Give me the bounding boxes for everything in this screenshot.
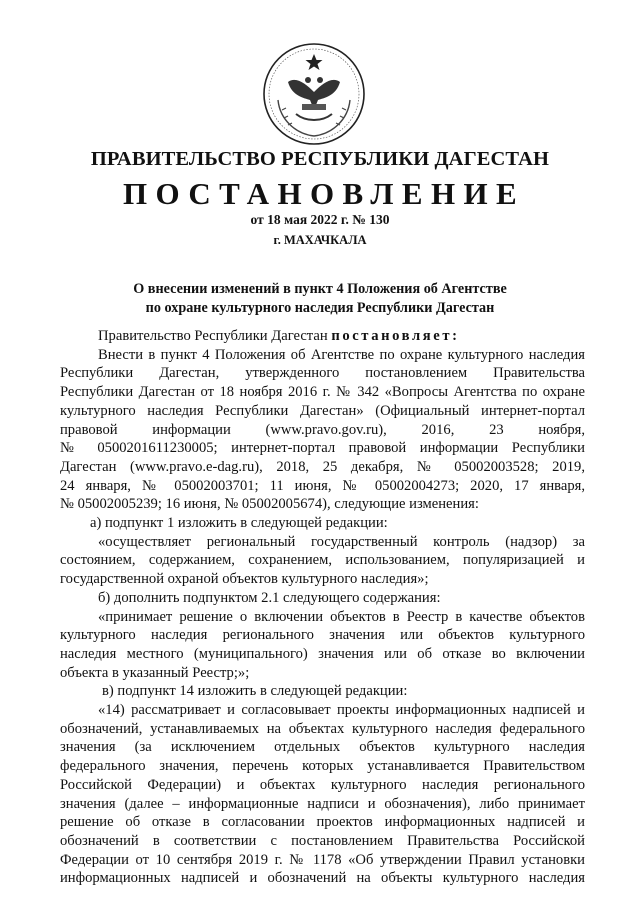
body-line: «14) рассматривает и согласовывает проекты информационных надписей и — [98, 702, 585, 719]
body-line: «осуществляет региональный государственный контроль (надзор) за — [98, 533, 585, 550]
decree-title — [0, 280, 640, 318]
body-line: Дагестан (www.pravo.e-dag.ru), 2018, 25 декабря, № 05002003528; 2019, — [60, 458, 585, 475]
body-line: № 05002005239; 16 июня, № 05002005674), следующие изменения: — [60, 496, 479, 513]
body-line: а) подпункт 1 изложить в следующей редакции: — [90, 515, 388, 532]
decree-title-line: О внесении изменений в пункт 4 Положения об Агентстве — [133, 281, 507, 297]
body-line: обозначений в соответствии с постановлением Правительства Российской — [60, 832, 585, 849]
body-line: Внести в пункт 4 Положения об Агентстве по охране культурного наследия — [98, 346, 585, 363]
body-line: объекта в указанный Реестр;»; — [60, 664, 250, 681]
body-line: значения (за исключением отдельных объектов культурного наследия — [60, 739, 585, 756]
body-line: 24 января, № 05002003701; 11 июня, № 05002004273; 2020, 17 января, — [60, 477, 585, 494]
coat-of-arms-eagle-icon — [258, 40, 370, 148]
document-type-heading: ПОСТАНОВЛЕНИЕ — [122, 176, 526, 211]
body-line: состоянием, содержанием, сохранением, использованием, популяризацией и — [60, 552, 585, 569]
body-line: решение об отказе в согласовании проектов информационных надписей и — [60, 814, 585, 831]
body-line: «принимает решение о включении объектов в Реестр в качестве объектов — [98, 608, 585, 625]
body-line: в) подпункт 14 изложить в следующей редакции: — [102, 683, 408, 700]
body-line: № 0500201611230005; интернет-портал правовой информации Республики — [60, 440, 585, 457]
body-line: Республики Дагестан, утвержденного постановлением Правительства — [60, 365, 585, 382]
body-line: культурного наследия регионального значения или объектов культурного — [60, 627, 585, 644]
body-line: информационных надписей и обозначений на объекты культурного наследия — [60, 870, 585, 887]
body-line: Федерации от 10 сентября 2019 г. № 1178 «Об утверждении Правил установки — [60, 851, 585, 868]
decree-body — [60, 327, 585, 888]
body-line: наследия местного (муниципального) значения или об отказе во включении — [60, 645, 585, 662]
body-line: значения (далее – информационные надписи и обозначения), либо принимает — [60, 795, 585, 812]
body-line: правовой информации (www.pravo.gov.ru), 2016, 23 ноября, — [60, 421, 585, 438]
issuing-city: г. МАХАЧКАЛА — [273, 233, 367, 247]
body-line: федерального значения, перечень которых устанавливается Правительством — [60, 758, 585, 775]
body-line: Российской Федерации) и объектах культурного наследия регионального — [60, 776, 585, 793]
body-line: обозначений, устанавливаемых на объектах культурного наследия федерального — [60, 720, 585, 737]
body-line: культурного наследия Республики Дагестан» (Официальный интернет-портал — [60, 402, 585, 419]
decree-title-line: по охране культурного наследия Республики Дагестан — [145, 300, 495, 316]
body-line: б) дополнить подпунктом 2.1 следующего содержания: — [98, 589, 441, 606]
preamble-lead: Правительство Республики Дагестан — [98, 328, 328, 344]
body-line: Республики Дагестан от 18 ноября 2016 г. № 342 «Вопросы Агентства по охране — [60, 384, 585, 401]
preamble-line — [60, 327, 585, 346]
decree-date-number: от 18 мая 2022 г. № 130 — [250, 212, 390, 227]
body-line: государственной охраной объектов культурного наследия»; — [60, 571, 429, 588]
government-name: ПРАВИТЕЛЬСТВО РЕСПУБЛИКИ ДАГЕСТАН — [90, 148, 550, 170]
resolves-word: постановляет: — [331, 328, 460, 344]
